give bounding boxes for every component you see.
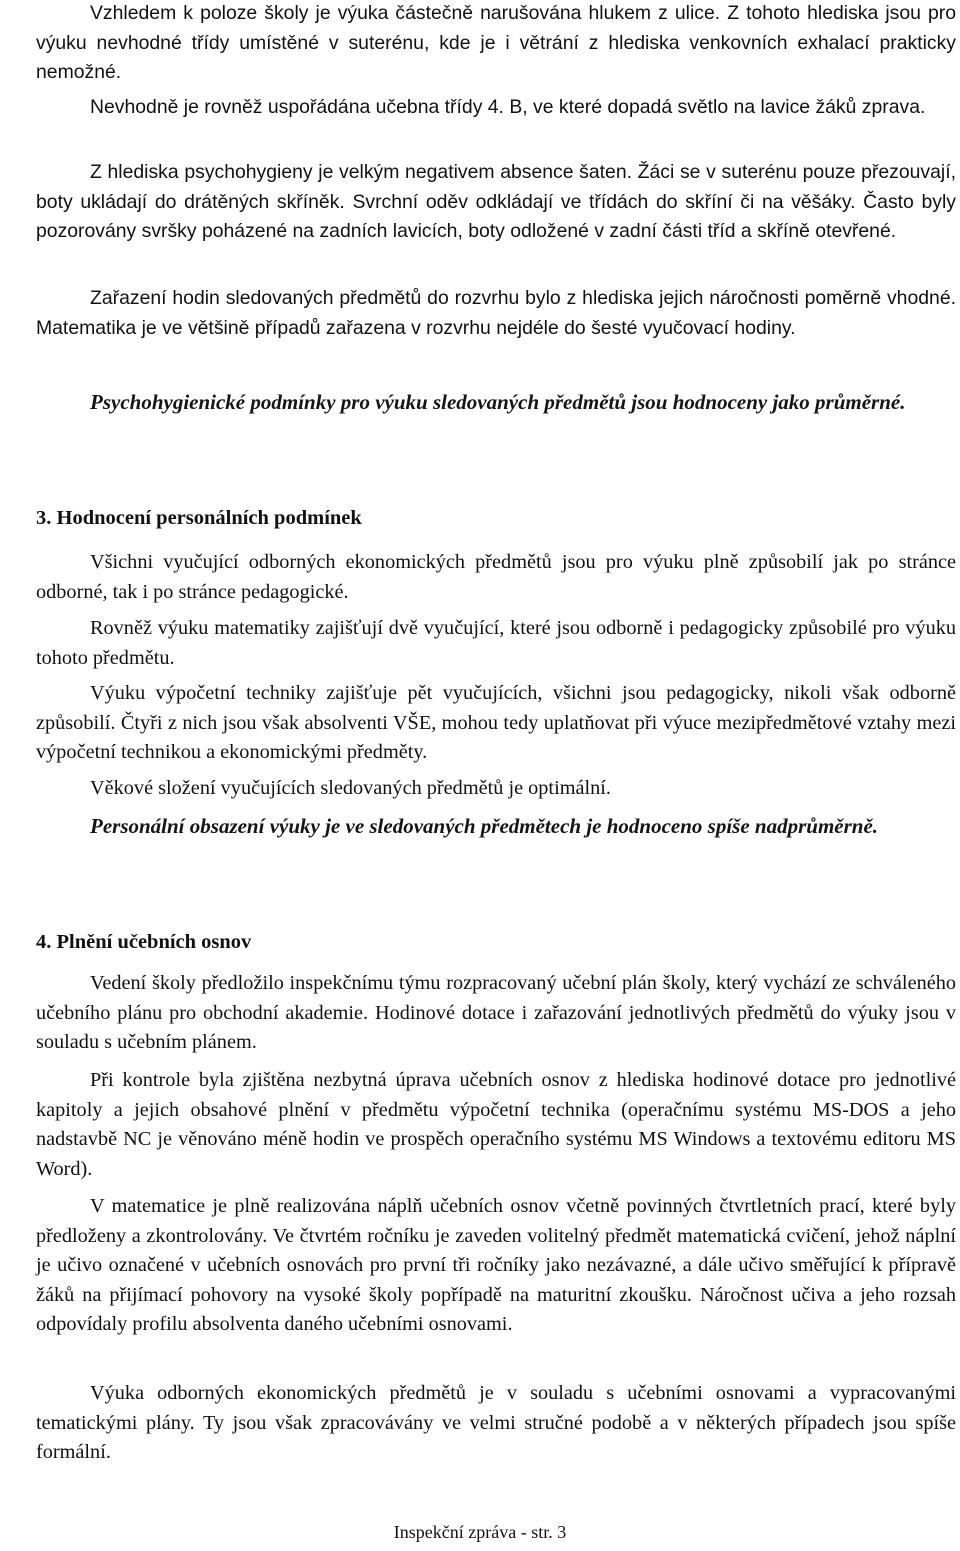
conclusion-psychohygiene: Psychohygienické podmínky pro výuku sledovaných předmětů jsou hodnoceny jako průměrné. (90, 390, 906, 414)
paragraph-it-teachers: Výuku výpočetní techniky zajišťuje pět vyučujících, všichni jsou pedagogicky, nikoli však odborně způsobilí. Čtyři z nich jsou však absolventi VŠE, mohou tedy uplatňovat při výuce mezipředmětové vztahy mezi výpočetní technikou a ekonomickými předměty. (36, 682, 956, 763)
paragraph-noise: Vzhledem k poloze školy je výuka částečně narušována hlukem z ulice. Z tohoto hlediska jsou pro výuku nevhodné třídy umístěné v suterénu, kde je i větrání z hlediska venkovních exhalací prakticky nemožné. (36, 2, 956, 83)
page-footer: Inspekční zpráva - str. 3 (393, 1522, 567, 1542)
paragraph-it-curriculum: Při kontrole byla zjištěna nezbytná úprava učebních osnov z hlediska hodinové dotace pro jednotlivé kapitoly a jejich obsahové plnění v předmětu výpočetní technika (operačnímu systému MS-DOS a jeho nadstavbě NC je věnováno méně hodin ve prospěch operačního systému MS Windows a textovému editoru MS Word). (36, 1069, 956, 1180)
conclusion-personnel: Personální obsazení výuky je ve sledovaných předmětech je hodnoceno spíše nadprůměrně. (90, 814, 879, 838)
paragraph-economics-curriculum: Výuka odborných ekonomických předmětů je v souladu s učebními osnovami a vypracovanými tematickými plány. Ty jsou však zpracovávány ve velmi stručné podobě a v některých případech jsou spíše formální. (36, 1382, 956, 1463)
paragraph-math-curriculum: V matematice je plně realizována náplň učebních osnov včetně povinných čtvrtletních prací, které byly předloženy a zkontrolovány. Ve čtvrtém ročníku je zaveden volitelný předmět matematická cvičení, jehož náplní je učivo označené v učebních osnovách pro první tři ročníky jako nezávazné, a dále učivo směřující k přípravě žáků na přijímací pohovory na vysoké školy popřípadě na maturitní zkoušku. Náročnost učiva a jeho rozsah odpovídaly profilu absolventa daného učebními osnovami. (36, 1195, 956, 1335)
paragraph-schedule: Zařazení hodin sledovaných předmětů do rozvrhu bylo z hlediska jejich náročnosti poměrně vhodné. Matematika je ve většině případů zařazena v rozvrhu nejdéle do šesté vyučovací hodiny. (36, 287, 956, 339)
heading-curriculum: 4. Plnění učebních osnov (36, 931, 252, 953)
paragraph-teachers-qualified: Všichni vyučující odborných ekonomických předmětů jsou pro výuku plně způsobilí jak po stránce odborné, tak i po stránce pedagogické. (36, 551, 956, 603)
paragraph-curriculum-plan: Vedení školy předložilo inspekčnímu týmu rozpracovaný učební plán školy, který vychází ze schváleného učebního plánu pro obchodní akademie. Hodinové dotace i zařazování jednotlivých předmětů do výuky jsou v souladu s učebním plánem. (36, 972, 956, 1053)
heading-personnel: 3. Hodnocení personálních podmínek (36, 507, 362, 529)
paragraph-psychohygiene: Z hlediska psychohygieny je velkým negativem absence šaten. Žáci se v suterénu pouze přezouvají, boty ukládají do drátěných skříněk. Svrchní oděv odkládají ve třídách do skříní či na věšáky. Často byly pozorovány svršky poházené na zadních lavicích, boty odložené v zadní části tříd a skříně otevřené. (36, 161, 956, 242)
paragraph-age-structure: Věkové složení vyučujících sledovaných předmětů je optimální. (90, 777, 611, 799)
paragraph-math-teachers: Rovněž výuku matematiky zajišťují dvě vyučující, které jsou odborně i pedagogicky způsobilé pro výuku tohoto předmětu. (36, 617, 956, 669)
paragraph-classroom-light: Nevhodně je rovněž uspořádána učebna třídy 4. B, ve které dopadá světlo na lavice žáků zprava. (90, 96, 926, 118)
